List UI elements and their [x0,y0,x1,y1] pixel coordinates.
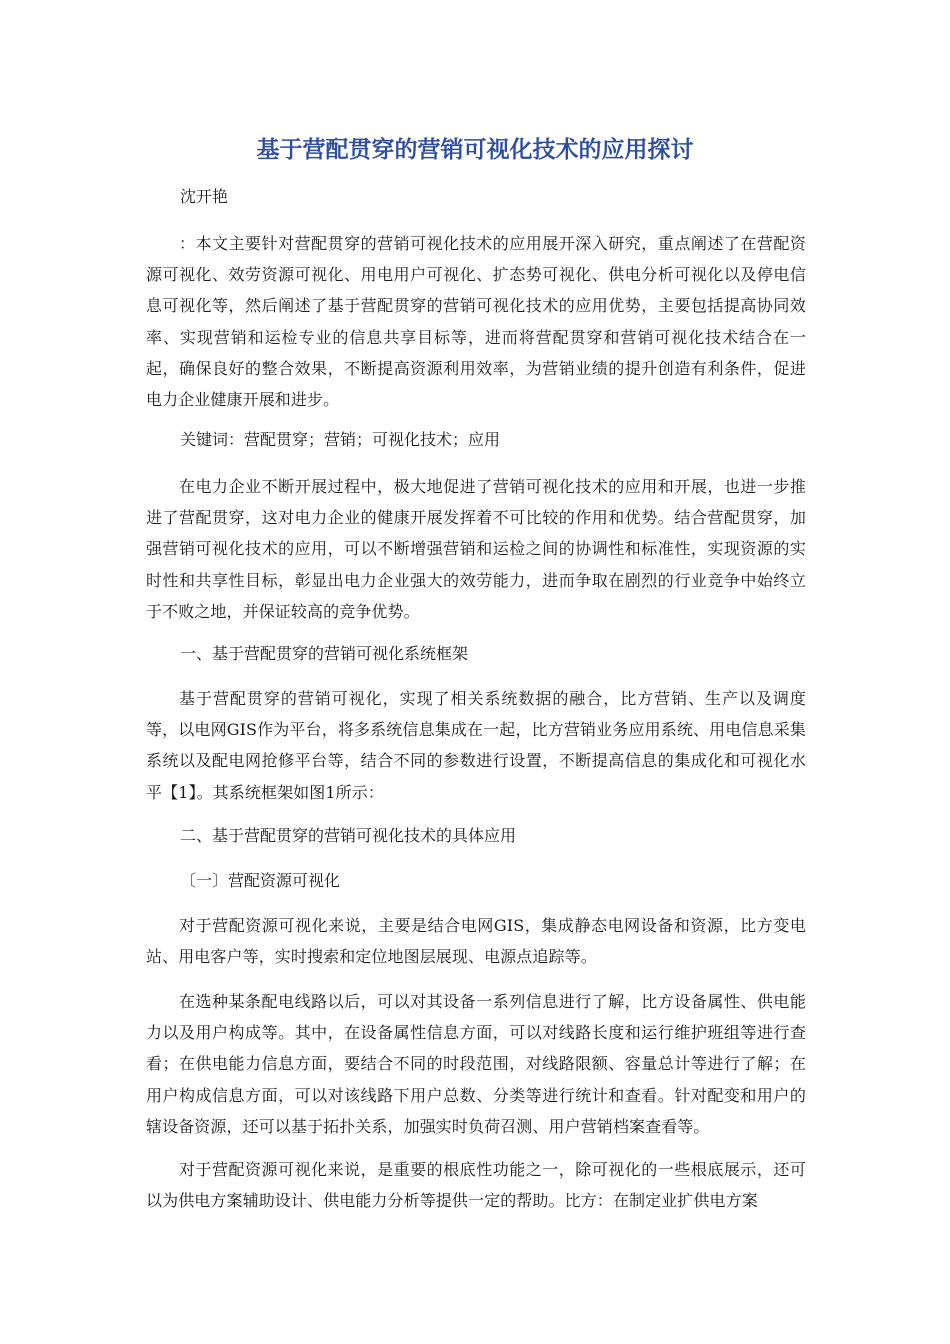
section-1-paragraph: 基于营配贯穿的营销可视化，实现了相关系统数据的融合，比方营销、生产以及调度等，以电网GIS作为平台，将多系统信息集成在一起，比方营销业务应用系统、用电信息采集系统以及配电网抢修平台等，结合不同的参数进行设置，不断提高信息的集成化和可视化水平【1】。其系统框架如图1所示： [146,689,806,802]
section-2-heading: 二、基于营配贯穿的营销可视化技术的具体应用 [180,826,517,845]
keywords-line: 关键词：营配贯穿；营销；可视化技术；应用 [180,430,501,449]
section-2-1-paragraph-c: 对于营配资源可视化来说，是重要的根底性功能之一，除可视化的一些根底展示，还可以为供电方案辅助设计、供电能力分析等提供一定的帮助。比方：在制定业扩供电方案 [146,1160,806,1211]
section-2-1-paragraph-b: 在选种某条配电线路以后，可以对其设备一系列信息进行了解，比方设备属性、供电能力以及用户构成等。其中，在设备属性信息方面，可以对线路长度和运行维护班组等进行查看；在供电能力信息方面，要结合不同的时段范围，对线路限额、容量总计等进行了解；在用户构成信息方面，可以对该线路下用户总数、分类等进行统计和查看。针对配变和用户的辖设备资源，还可以基于拓扑关系，加强实时负荷召测、用户营销档案查看等。 [146,992,806,1136]
section-2-1-paragraph-a: 对于营配资源可视化来说，主要是结合电网GIS，集成静态电网设备和资源，比方变电站、用电客户等，实时搜索和定位地图层展现、电源点追踪等。 [146,916,806,967]
section-2-1-heading: 〔一〕营配资源可视化 [180,871,341,890]
article-author: 沈开艳 [180,187,229,206]
article-title: 基于营配贯穿的营销可视化技术的应用探讨 [256,137,694,163]
intro-paragraph: 在电力企业不断开展过程中，极大地促进了营销可视化技术的应用和开展，也进一步推进了营配贯穿，这对电力企业的健康开展发挥着不可比较的作用和优势。结合营配贯穿，加强营销可视化技术的应用，可以不断增强营销和运检之间的协调性和标准性，实现资源的实时性和共享性目标，彰显出电力企业强大的效劳能力，进而争取在剧烈的行业竞争中始终立于不败之地，并保证较高的竞争优势。 [146,477,806,621]
section-1-heading: 一、基于营配贯穿的营销可视化系统框架 [180,644,469,663]
abstract-paragraph: ：本文主要针对营配贯穿的营销可视化技术的应用展开深入研究，重点阐述了在营配资源可视化、效劳资源可视化、用电用户可视化、扩态势可视化、供电分析可视化以及停电信息可视化等，然后阐述了基于营配贯穿的营销可视化技术的应用优势，主要包括提高协同效率、实现营销和运检专业的信息共享目标等，进而将营配贯穿和营销可视化技术结合在一起，确保良好的整合效果，不断提高资源利用效率，为营销业绩的提升创造有利条件，促进电力企业健康开展和进步。 [146,234,806,410]
